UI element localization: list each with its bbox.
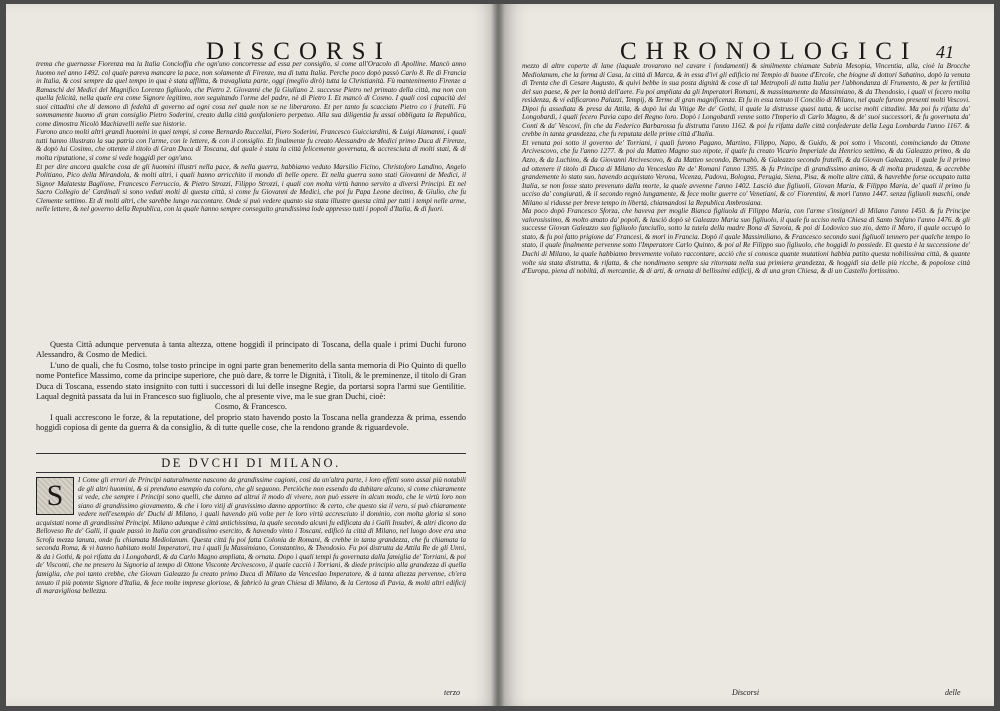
page-number: 41 [936, 42, 954, 62]
left-roman-text [36, 340, 466, 434]
left-italic-text [36, 60, 466, 214]
paragraph: I quali accrescono le forze, & la reputatione, del proprio stato havendo posto la Toscana nella grandezza & prima, essendo hoggidì copiosa di gente da guerra & da consiglio, & di tutte quelle cose, che la rendono grande & riguardevole. [36, 412, 466, 433]
right-italic-text [522, 62, 970, 276]
section-title: DE DVCHI DI MILANO. [36, 453, 466, 473]
paragraph: I Come gli errori de Principi naturalmente nascono da grandissime cagioni, così da un'altra parte, i loro effetti sono assai più notabili de gli altri huomini, & si prendono esempio da coloro, che gli seguono. Perciòche non essendo da dubitare alcuno, sì come chiaramente si vede, che sempre i Principi sono quelli, che danno ad altrui il modo di vivere, non può essere in alcun modo, che le virtù loro non siano di grandissimo giovamento, & che i loro vitij di gravissimo danno apportino: & certo, che questo sia il vero, si può chiaramente vedere nell'esempio de' Duchi di Milano, i quali havendo più volte per le loro virtù accresciuto il dominio, con molta gloria si sono acquistati nome di grandissimi Principi. Milano adunque è città antichissima, la quale secondo alcuni fu edificata da i Galli Insubri, & altri dicono da Belloveso Re de' Galli, il quale passò in Italia con grandissimo esercito, & havendo vinto i Toscani, edificò la città di Milano, nel luogo dove era una Scrofa mezza lanuta, onde fu chiamata Mediolanum. Questa città fu poi fatta Colonia de Romani, & crebbe in tanta grandezza, che fu chiamata la seconda Roma, & vi hanno habitato molti Imperatori, tra i quali fu Massimiano, Constantino, & Theodosio. Fu poi distrutta da Attila Re de gli Unni, & da i Gothi, & poi rifatta da i Longobardi, & da Carlo Magno ampliata, & ornata. Dopo i quali tempi fu governata dalla famiglia de' Torriani, & poi de' Visconti, che ne presero la Signoria al tempo di Ottone Visconte Arcivescovo, il quale cacciò i Torriani, & diede principio alla grandezza di quella famiglia, che poi tanto crebbe, che Giovan Galeazzo fu creato primo Duca di Milano da Venceslao Imperatore, & à tanta altezza pervenne, ch'era tenuto il più potente Signore d'Italia, & fece molte imprese gloriose, & fabricò la gran Chiesa di Milano, & la Certosa di Pavia, & molti altri edificij di maravigliosa bellezza. [36, 476, 466, 596]
book-gutter [491, 4, 505, 706]
paragraph: Furono anco molti altri grandi huomini in quei tempi, sì come Bernardo Ruccellai, Piero Soderini, Francesco Guicciardini, & Luigi Alamanni, i quali tutti hanno illustrato la sua patria con l'arme, con le lettere, & con il consiglio. Et finalmente fu creato Alessandro de Medici primo Duca di Firenze, & dopò lui Cosimo, che ottenne il titolo di Gran Duca di Toscana, dal quale è stata la città felicemente governata, & accresciuta di molti stati, & di molta riputatione, sì come si vede hoggidì per ogn'uno. [36, 128, 466, 163]
running-head-left: DISCORSI [206, 38, 392, 65]
signature-mark: Discorsi [732, 688, 760, 697]
paragraph: trema che guernasse Fiorenza ma la Italia Concioffia che ogn'uno concorresse ad essa per consiglio, sì come all'Oracolo di Apolline. Mancò anno huomo nel anno 1492. col quale pareva mancare la pace, non solamente di Firenze, ma di tutta Italia. Perche poco dopò passò Carlo 8. Re di Francia in Italia, & cosi sempre da quel tempo in qua è stata afflitta, & travagliata parte, oggi (meglio dirò) tutta la Christianità. Fù mantenimento Firenze a Ramaschi dei Medici del Magnifico Lorenzo figliuolo, che Pietro 2. Giovanni che fù Giuliano 2. successe Pietro nel primato della città, ma non con quella felicità, nella quale era come Signore legitimo, non seguitando l'orme del padre, nè di Pietro I. Et mancò di Cosmo. I quali così capacità dei suoi cittadini che di demono di fedeltà di governo ad ogni cosa nel quale non se ne liberarono. Et per tanto fu scacciato Pietro co i fratelli. Fù sommamente huomo di gran consiglio Pietro Soderini, creato dalla città gonfaloniero perpetuo. Alla sua diligentia fu assai obbligata la Republica, come dimostra Nicolò Machiavelli nelle sue historie. [36, 60, 466, 128]
running-head-right: CHRONOLOGICI [620, 38, 919, 65]
paragraph: Et venuta poi sotto il governo de' Torriani, i quali furono Pagano, Martino, Filippo, Napo, & Guido, & poi sotto i Visconti, cominciando da Ottone Arcivescovo, che fu l'anno 1277. & poi da Matteo Magno suo nipote, il quale fu creato Vicario Imperiale da Henrico settimo, & da Galeazzo primo, & da Azzo, & da Luchino, & da Giovanni Arcivescovo, & da Matteo secondo, Bernabò, & Galeazzo secondo fratelli, & da Giovan Galeazzo, il quale fu il primo ad ottenere il titolo di Duca di Milano da Venceslao Re de' Romani l'anno 1395. & fu Principe di grandissimo animo, & di molta prudenza, & accrebbe grandemente lo stato suo, havendo acquistato Verona, Vicenza, Padova, Bologna, Perugia, Siena, Pisa, & molte altre città, & havrebbe forse occupato tutta Italia, se non fosse stato prevenuto dalla morte, la quale avvenne l'anno 1402. Lasciò due figliuoli, Giovan Maria, & Filippo Maria, de' quali il primo fu ucciso da' congiurati, & il secondo regnò lungamente, & fece molte guerre co' Venetiani, & co' Fiorentini, & morì l'anno 1447. senza figliuoli maschi, onde Milano si ridusse per breve tempo in libertà, chiamandosi la Republica Ambrosiana. [522, 138, 970, 207]
left-page [6, 4, 500, 706]
right-page [500, 4, 994, 706]
catchword-right: delle [945, 688, 961, 697]
paragraph: Cosmo, & Francesco. [215, 402, 287, 412]
paragraph: L'uno de quali, che fu Cosmo, tolse tosto principe in ogni parte gran benemerito della santa memoria di Pio Quinto di quello nome Pontefice Massimo, come da principe superiore, che può dare, & torre le Dignità, i Titoli, & le preminenze, il titolo di Gran Duca di Toscana, essendo stato insignito con tutti i successori di lui delle insegne Regie, da portarsi sopra l'armi sue Gentilitie. Laqual degnità passata da lui in Francesco suo figliuolo, che al presente vive, ma le sue gran Duchi, cioè: [36, 360, 466, 402]
section-body [36, 476, 466, 596]
paragraph: mezzo di altre coperte di lane (laquale trovarono nel cavare i fondamenti) & similmente chiamate Subria Mesopia, Vincentia, alla, cioè la Brocche Mediolanum, che la forma di Casa, la città di Marca, & in essa d'ivi gli edificio mi Tempio di buone d'Ercole, che biogne di dottori Sabatino, dopò la venuta di Trenta che di Cesare Augusto, & quivi bebbe in sua posta dignità & cose di tal Metropoli di tutta Italia per l'abbondanza di Frumento, & per la fertilità del suo paese, & per la bontà dell'aere. Fu poi ampliata da gli Imperatori Romani, & massimamente da Massimiano, & da Theodosio, i quali vi fecero molta residenza, & vi edificarono Palazzi, Tempij, & Terme di gran magnificenza. Et fu in essa tenuto il Concilio di Milano, nel quale furono presenti molti Vescovi. Dipoi fu assediata & presa da Attila, & dopò lui da Vitige Re de' Gothi, il quale la distrusse quasi tutta, & uccise molti cittadini. Ma poi fu rifatta da' Longobardi, i quali fecero Pavia capo del Regno loro. Dopò i Longobardi venne sotto l'Imperio di Carlo Magno, & de' suoi successori, & fu governata da' Conti & da' Vescovi, fin che da Federico Barbarossa fu distrutta l'anno 1162. & poi fu rifatta dalle città confederate della Lega Lombarda l'anno 1167. & crebbe in tanta grandezza, che fu reputata delle prime città d'Italia. [522, 62, 970, 139]
paragraph: Et per dire ancora qualche cosa de gli huomini illustri nella pace, & nella guerra, habbiamo veduto Marsilio Ficino, Christoforo Landino, Angelo Politiano, Pico della Mirandola, & molti altri, i quali hanno arricchito il mondo di belle opere. Et nella guerra sono stati Giovanni de Medici, il Signor Malatesta Baglione, Francesco Ferruccio, & Pietro Strozzi, Filippo Strozzi, i quali con molta virtù hanno servito a diversi Principi. Et nel Sacro Collegio de' Cardinali si sono veduti molti di questa città, sì come fu Giovanni de Medici, che poi fu Papa Leone decimo, & Giulio, che fu Clemente settimo. Et di molti altri, che sarebbe lungo raccontare. Onde si può vedere quanto sia stata illustre questa città per tutti i tempi nelle arme, nelle lettere, & nel governo della Republica, con la quale hanno sempre conseguito grandissima lode appresso tutti i popoli d'Italia, & di fuori. [36, 162, 466, 214]
paragraph: Questa Città adunque pervenuta à tanta altezza, ottene hoggidì il principato di Toscana, della quale i primi Duchi furono Alessandro, & Cosmo de Medici. [36, 340, 466, 360]
paragraph: Ma poco dopò Francesco Sforza, che haveva per moglie Bianca figliuola di Filippo Maria, con l'arme s'insignorì di Milano l'anno 1450. & fu Principe valorosissimo, & molto amato da' popoli, & lasciò dopò sè Galeazzo Maria suo figliuolo, il quale fu ucciso nella Chiesa di Santo Stefano l'anno 1476. & gli successe Giovan Galeazzo suo figliuolo fanciullo, sotto la tutela della madre Bona di Savoia, & poi di Lodovico suo zio, detto il Moro, il quale occupò lo stato, & fu poi fatto prigione da' Francesi, & morì in Francia. Dopò il quale Massimiliano, & Francesco secondo suoi figliuoli tennero per qualche tempo lo stato, il quale finalmente pervenne sotto l'Imperatore Carlo Quinto, & poi al Re Filippo suo figliuolo, che hoggidì lo possiede. Et questa è la successione de' Duchi di Milano, la quale habbiamo brevemente voluto raccontare, acciò che si conosca quante mutationi habbia patito questa nobilissima città, & quante volte sia stata distrutta, & rifatta, & che nondimeno sempre sia ritornata nella sua primiera grandezza, & hoggidì sia delle più ricche, & popolose città d'Europa, piena di nobiltà, di mercantie, & di arti, & ornata di bellissimi edificij, & di una gran Chiesa, & di un Castello fortissimo. [522, 207, 970, 276]
catchword-left: terzo [444, 688, 460, 697]
dropcap: S [36, 477, 74, 515]
